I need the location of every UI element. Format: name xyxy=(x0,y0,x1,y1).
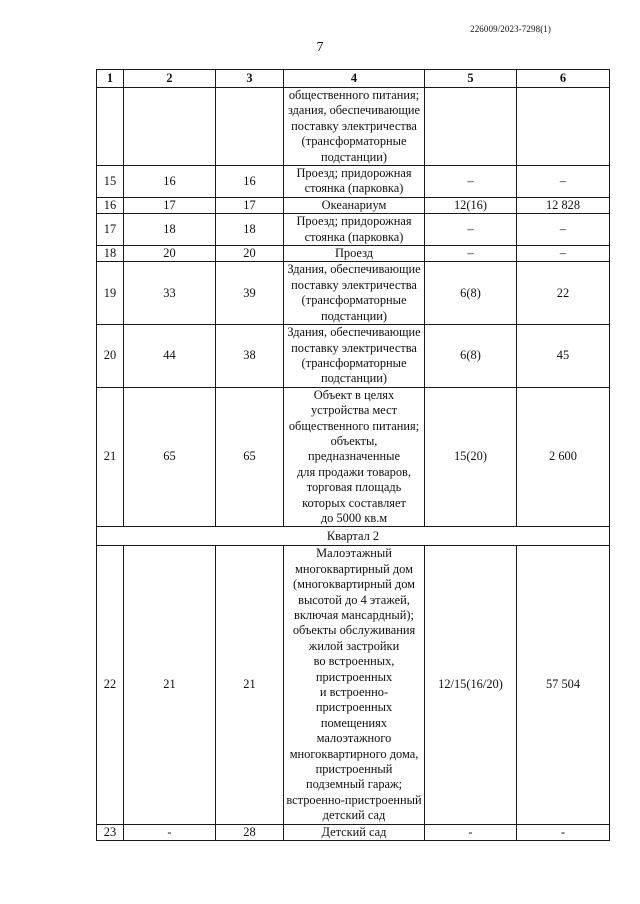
cell-text-line: малоэтажного xyxy=(316,731,392,746)
table-cell-col-6: 2 600 xyxy=(517,387,610,527)
cell-text-line: подземный гараж; xyxy=(305,777,403,792)
table-cell-col-4 xyxy=(284,262,425,325)
table-cell-col-2 xyxy=(124,88,216,166)
column-header: 1 xyxy=(97,70,124,88)
table-header-row xyxy=(97,70,610,88)
column-header: 5 xyxy=(425,70,517,88)
cell-text-line: помещениях xyxy=(320,715,388,730)
cell-text-line: Малоэтажный xyxy=(316,546,392,561)
table-cell-col-1: 16 xyxy=(97,197,124,213)
column-header: 4 xyxy=(284,70,425,88)
cell-text-line: устройства мест xyxy=(310,403,398,418)
table-cell-col-6 xyxy=(517,88,610,166)
table-cell-col-2: 65 xyxy=(124,387,216,527)
column-header: 2 xyxy=(124,70,216,88)
table-cell-col-5: 6(8) xyxy=(425,325,517,388)
cell-text-line: и встроенно- xyxy=(319,685,389,700)
table-cell-col-4 xyxy=(284,325,425,388)
table-cell-col-2: 44 xyxy=(124,325,216,388)
table-cell-col-3: 39 xyxy=(216,262,284,325)
table-cell-col-6: 12 828 xyxy=(517,197,610,213)
quarter-row xyxy=(97,527,610,546)
table-cell-col-1: 17 xyxy=(97,214,124,246)
cell-text-line: (трансформаторные xyxy=(301,293,407,308)
cell-text-line: объекты обслуживания xyxy=(292,623,416,638)
table-cell-col-4 xyxy=(284,214,425,246)
data-table xyxy=(96,69,610,841)
table-cell-col-5: 15(20) xyxy=(425,387,517,527)
table-cell-col-5: – xyxy=(425,214,517,246)
table-cell-col-6: - xyxy=(517,824,610,840)
cell-text-line: подстанции) xyxy=(321,149,387,164)
table-cell-col-2: 18 xyxy=(124,214,216,246)
table-cell-col-4 xyxy=(284,387,425,527)
table-cell-col-5: 12(16) xyxy=(425,197,517,213)
cell-text-line: стоянка (парковка) xyxy=(304,181,404,196)
table-cell-col-2: 20 xyxy=(124,246,216,262)
cell-text-line: поставку электричества xyxy=(291,118,417,133)
column-header: 3 xyxy=(216,70,284,88)
cell-text-line: Проезд xyxy=(334,246,374,261)
table-row xyxy=(97,88,610,166)
cell-text-line: встроенно-пристроенный xyxy=(286,792,422,807)
table-row xyxy=(97,262,610,325)
table-cell-col-2: 16 xyxy=(124,166,216,198)
cell-text-line: объекты, xyxy=(330,433,378,448)
table-cell-col-5: 6(8) xyxy=(425,262,517,325)
cell-text-line: пристроенных xyxy=(315,700,393,715)
table-row xyxy=(97,325,610,388)
table-cell-col-3: 65 xyxy=(216,387,284,527)
page-number: 7 xyxy=(316,40,324,55)
table-row xyxy=(97,197,610,213)
column-header: 6 xyxy=(517,70,610,88)
cell-text-line: Объект в целях xyxy=(313,387,395,402)
cell-text-line: которых составляет xyxy=(302,495,406,510)
cell-text-line: пристроенных xyxy=(315,669,393,684)
table-cell-col-2: 33 xyxy=(124,262,216,325)
table-cell-col-5: – xyxy=(425,166,517,198)
table-cell-col-3: 18 xyxy=(216,214,284,246)
table-cell-col-4 xyxy=(284,88,425,166)
table-cell-col-6: 22 xyxy=(517,262,610,325)
table-cell-col-5: – xyxy=(425,246,517,262)
cell-text-line: Проезд; придорожная xyxy=(296,214,412,229)
table-cell-col-3: 38 xyxy=(216,325,284,388)
table-cell-col-6: 57 504 xyxy=(517,546,610,824)
table-cell-col-1: 20 xyxy=(97,325,124,388)
table-cell-col-3: 20 xyxy=(216,246,284,262)
cell-text-line: торговая площадь xyxy=(306,480,402,495)
table-cell-col-2: 17 xyxy=(124,197,216,213)
table-cell-col-5: 12/15(16/20) xyxy=(425,546,517,824)
table-row xyxy=(97,824,610,840)
table-row xyxy=(97,546,610,824)
cell-text-line: Проезд; придорожная xyxy=(296,166,412,181)
table-cell-col-4 xyxy=(284,246,425,262)
table-cell-col-2: - xyxy=(124,824,216,840)
cell-text-line: Детский сад xyxy=(321,824,387,839)
cell-text-line: Здания, обеспечивающие xyxy=(287,325,421,340)
cell-text-line: Здания, обеспечивающие xyxy=(287,262,421,277)
cell-text-line: (многоквартирный дом xyxy=(292,577,416,592)
table-cell-col-3 xyxy=(216,88,284,166)
table-cell-col-1: 22 xyxy=(97,546,124,824)
table-cell-col-1 xyxy=(97,88,124,166)
cell-text-line: подстанции) xyxy=(321,371,387,386)
cell-text-line: многоквартирного дома, xyxy=(289,746,419,761)
quarter-label: Квартал 2 xyxy=(97,527,610,546)
table-cell-col-5: - xyxy=(425,824,517,840)
cell-text-line: включая мансардный); xyxy=(294,608,414,622)
cell-text-line: во встроенных, xyxy=(313,654,395,669)
cell-text-line: стоянка (парковка) xyxy=(304,229,404,244)
cell-text-line: (трансформаторные xyxy=(301,134,407,149)
table-row xyxy=(97,166,610,198)
cell-text-line: до 5000 кв.м xyxy=(320,510,388,525)
table-cell-col-1: 19 xyxy=(97,262,124,325)
table-cell-col-2: 21 xyxy=(124,546,216,824)
table-cell-col-3: 17 xyxy=(216,197,284,213)
table-row xyxy=(97,214,610,246)
cell-text-line: общественного питания; xyxy=(288,88,420,102)
cell-text-line: поставку электричества xyxy=(291,277,417,292)
cell-text-line: Океанариум xyxy=(321,197,387,212)
table-cell-col-6: – xyxy=(517,246,610,262)
table-row xyxy=(97,246,610,262)
table-cell-col-6: – xyxy=(517,214,610,246)
table-cell-col-4 xyxy=(284,824,425,840)
table-cell-col-5 xyxy=(425,88,517,166)
table-cell-col-3: 28 xyxy=(216,824,284,840)
cell-text-line: многоквартирный дом xyxy=(295,561,413,576)
table-cell-col-4 xyxy=(284,546,425,824)
cell-text-line: детский сад xyxy=(322,808,386,823)
cell-text-line: подстанции) xyxy=(321,308,387,323)
cell-text-line: предназначенные xyxy=(308,449,400,464)
cell-text-line: (трансформаторные xyxy=(301,355,407,370)
table-cell-col-1: 18 xyxy=(97,246,124,262)
table-cell-col-1: 15 xyxy=(97,166,124,198)
table-cell-col-1: 23 xyxy=(97,824,124,840)
table-row xyxy=(97,387,610,527)
table-cell-col-3: 21 xyxy=(216,546,284,824)
table-cell-col-6: – xyxy=(517,166,610,198)
cell-text-line: высотой до 4 этажей, xyxy=(298,592,410,607)
table-cell-col-4 xyxy=(284,197,425,213)
cell-text-line: общественного питания; xyxy=(288,418,420,433)
table-cell-col-3: 16 xyxy=(216,166,284,198)
document-number: 226009/2023-7298(1) xyxy=(470,24,551,34)
table-cell-col-4 xyxy=(284,166,425,198)
table-cell-col-6: 45 xyxy=(517,325,610,388)
table-cell-col-1: 21 xyxy=(97,387,124,527)
cell-text-line: для продажи товаров, xyxy=(296,464,411,479)
cell-text-line: поставку электричества xyxy=(291,340,417,355)
cell-text-line: здания, обеспечивающие xyxy=(287,103,421,118)
cell-text-line: жилой застройки xyxy=(308,638,400,653)
cell-text-line: пристроенный xyxy=(315,762,393,777)
